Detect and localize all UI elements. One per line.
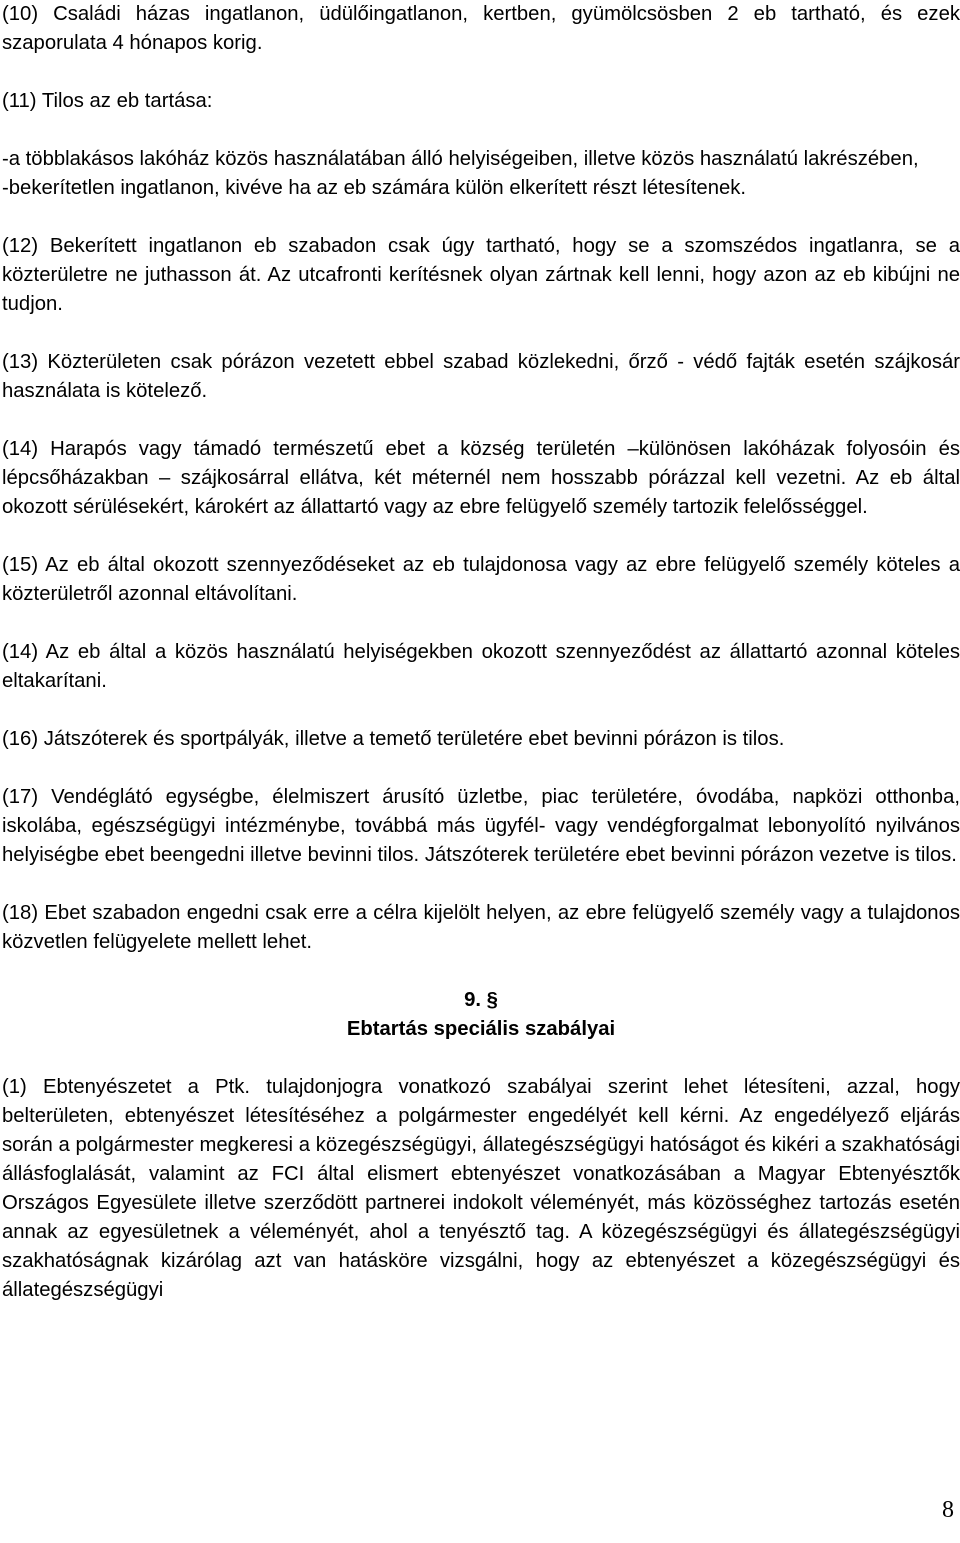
paragraph-18: (18) Ebet szabadon engedni csak erre a célra kijelölt helyen, az ebre felügyelő személy vagy a tulajdonos közvetlen felügyelete mellett lehet. [2, 902, 960, 953]
section-number: 9. § [464, 989, 498, 1011]
paragraph-s9-1: (1) Ebtenyészetet a Ptk. tulajdonjogra vonatkozó szabályai szerint lehet létesíteni, azzal, hogy belterületen, ebtenyészet létesítéséhez a polgármester engedélyét kell kérni. Az engedélyező eljárás során a polgármester megkeresi a közegészségügyi, állategészségügyi hatóságot és kikéri a szakhatósági állásfoglalását, valamint az FCI által elismert ebtenyészet vonatkozásában a Magyar Ebtenyésztők Országos Egyesülete illetve szerződött partnerei indokolt véleményét, más közösséghez tartozás esetén annak az egyesületnek a véleményét, ahol a tenyésztő tag. A közegészségügyi és állategészségügyi szakhatóságnak kizárólag azt van hatásköre vizsgálni, hogy az ebtenyészet a közegészségügyi és állategészségügyi [2, 1076, 960, 1301]
list-item: -a többlakásos lakóház közös használatában álló helyiségeiben, illetve közös használatú lakrészében, [2, 148, 919, 170]
paragraph-11-list [2, 145, 960, 203]
paragraph-12: (12) Bekerített ingatlanon eb szabadon csak úgy tartható, hogy se a szomszédos ingatlanra, se a közterületre ne juthasson át. Az utcafronti kerítésnek olyan zártnak kell lenni, hogy azon az eb kibújni ne tudjon. [2, 235, 960, 315]
paragraph-15: (15) Az eb által okozott szennyeződéseket az eb tulajdonosa vagy az ebre felügyelő személy köteles a közterületről azonnal eltávolítani. [2, 554, 960, 605]
section-heading [2, 986, 960, 1044]
paragraph-14: (14) Harapós vagy támadó természetű ebet a község területén –különösen lakóházak folyosóin és lépcsőházakban – szájkosárral ellátva, két méternél nem hosszabb pórázzal kell vezetni. Az eb által okozott sérülésekért, károkért az állattartó vagy az ebre felügyelő személy tartozik felelősséggel. [2, 438, 960, 518]
paragraph-14b: (14) Az eb által a közös használatú helyiségekben okozott szennyeződést az állattartó azonnal köteles eltakarítani. [2, 641, 960, 692]
page-number: 8 [942, 1497, 954, 1523]
paragraph-11-intro: (11) Tilos az eb tartása: [2, 90, 213, 112]
paragraph-17: (17) Vendéglátó egységbe, élelmiszert árusító üzletbe, piac területére, óvodába, napközi otthonba, iskolába, egészségügyi intézménybe, továbbá más ügyfél- vagy vendégforgalmat lebonyolító nyilvános helyiségbe ebet beengedni illetve bevinni tilos. Játszóterek területére ebet bevinni pórázon vezetve is tilos. [2, 786, 960, 866]
paragraph-13: (13) Közterületen csak pórázon vezetett ebbel szabad közlekedni, őrző - védő fajták esetén szájkosár használata is kötelező. [2, 351, 960, 402]
paragraph-10: (10) Családi házas ingatlanon, üdülőingatlanon, kertben, gyümölcsösben 2 eb tartható, és ezek szaporulata 4 hónapos korig. [2, 3, 960, 54]
paragraph-16: (16) Játszóterek és sportpályák, illetve a temető területére ebet bevinni pórázon is tilos. [2, 728, 785, 750]
section-title: Ebtartás speciális szabályai [346, 1018, 616, 1040]
list-item: -bekerítetlen ingatlanon, kivéve ha az eb számára külön elkerített részt létesítenek. [2, 177, 747, 199]
